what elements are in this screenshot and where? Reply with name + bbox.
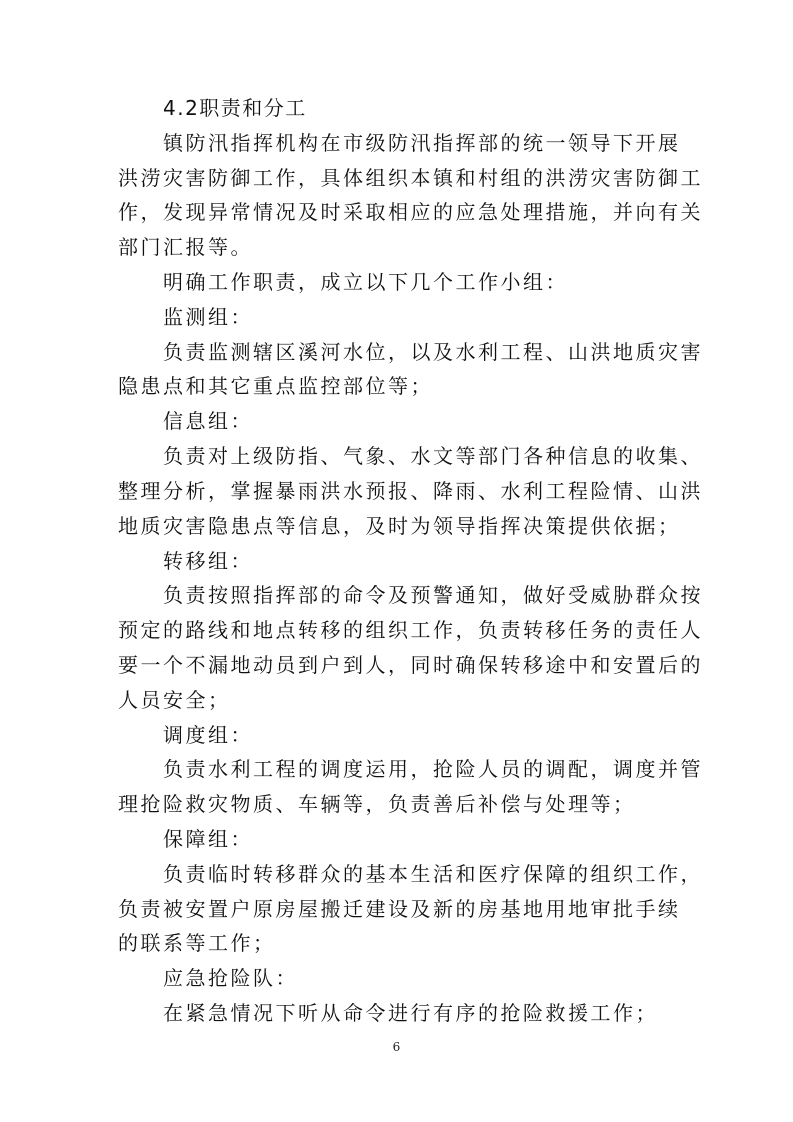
intro-line: 部门汇报等。 [118,235,253,259]
group-desc-line: 在紧急情况下听从命令进行有序的抢险救援工作； [163,1001,658,1025]
intro-line: 镇防汛指挥机构在市级防汛指挥部的统一领导下开展 [163,131,681,155]
group-desc-line: 负责水利工程的调度运用，抢险人员的调配，调度并管 [163,757,703,781]
group-title-dispatch: 调度组： [163,723,253,747]
group-desc-line: 要一个不漏地动员到户到人，同时确保转移途中和安置后的 [118,653,703,677]
group-title-information: 信息组： [163,409,253,433]
group-desc-line: 负责被安置户原房屋搬迁建设及新的房基地用地审批手续 [118,897,681,921]
group-title-monitoring: 监测组： [163,305,253,329]
section-heading: 4.2职责和分工 [163,96,307,120]
group-desc-line: 的联系等工作； [118,931,276,955]
group-desc-line: 预定的路线和地点转移的组织工作，负责转移任务的责任人 [118,618,703,642]
group-desc-line: 整理分析，掌握暴雨洪水预报、降雨、水利工程险情、山洪 [118,479,703,503]
group-desc-line: 负责监测辖区溪河水位，以及水利工程、山洪地质灾害 [163,340,703,364]
group-desc-line: 负责对上级防指、气象、水文等部门各种信息的收集、 [163,444,703,468]
group-desc-line: 人员安全； [118,688,231,712]
groups-intro: 明确工作职责，成立以下几个工作小组： [163,270,568,294]
intro-line: 作，发现异常情况及时采取相应的应急处理措施，并向有关 [118,200,703,224]
group-title-evacuation: 转移组： [163,549,253,573]
group-desc-line: 负责按照指挥部的命令及预警通知，做好受威胁群众按 [163,583,703,607]
group-desc-line: 地质灾害隐患点等信息，及时为领导指挥决策提供依据； [118,514,681,538]
group-title-emergency-team: 应急抢险队： [163,966,298,990]
intro-line: 洪涝灾害防御工作，具体组织本镇和村组的洪涝灾害防御工 [118,166,703,190]
group-desc-line: 隐患点和其它重点监控部位等； [118,374,433,398]
group-desc-line: 理抢险救灾物质、车辆等，负责善后补偿与处理等； [118,792,636,816]
page-number: 6 [392,1040,401,1054]
group-desc-line: 负责临时转移群众的基本生活和医疗保障的组织工作， [163,862,703,886]
group-title-support: 保障组： [163,827,253,851]
